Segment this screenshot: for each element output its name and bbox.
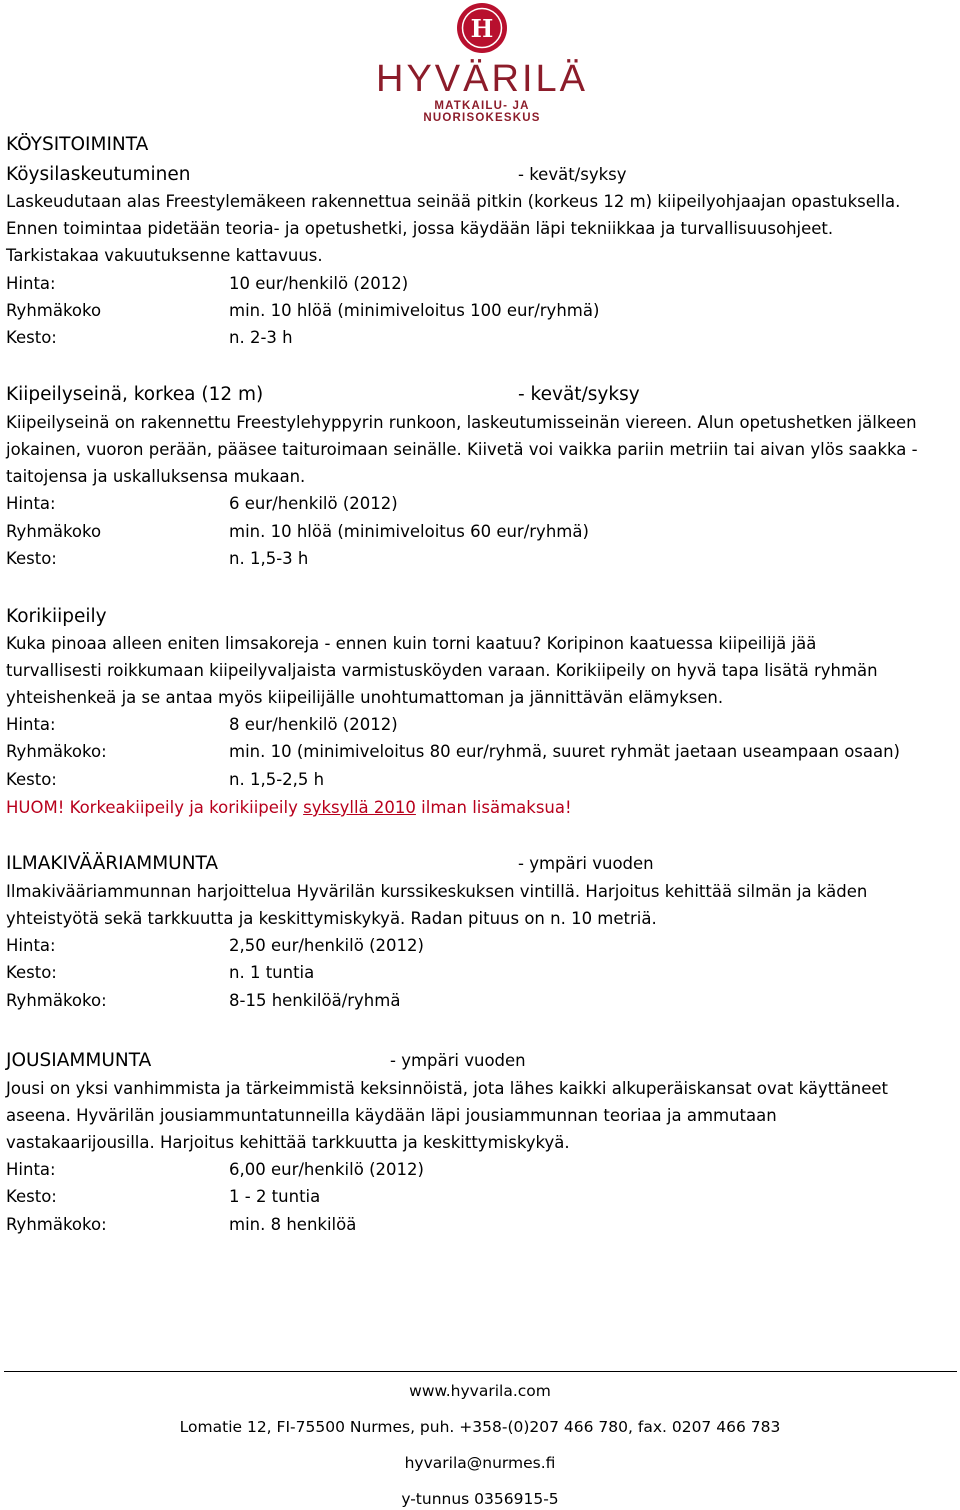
detail-value: 6,00 eur/henkilö (2012)	[229, 1160, 424, 1179]
detail-label: Kesto:	[6, 1187, 57, 1206]
logo-name: HYVÄRILÄ	[376, 58, 588, 100]
desc-line: jokainen, vuoron perään, pääsee taituroimaan seinälle. Kiivetä voi vaikka pariin metriin tai aivan ylös saakka -	[6, 440, 918, 459]
desc-line: Ilmakivääriammunnan harjoittelua Hyvärilän kurssikeskuksen vintillä. Harjoitus kehittää silmän ja käden	[6, 882, 868, 901]
footer-address: Lomatie 12, FI-75500 Nurmes, puh. +358-(0)207 466 780, fax. 0207 466 783	[179, 1418, 781, 1436]
detail-label: Ryhmäkoko:	[6, 742, 107, 761]
note-suffix: ilman lisämaksua!	[415, 798, 572, 817]
detail-label: Kesto:	[6, 963, 57, 982]
section-title-ilmakivaariammunta: ILMAKIVÄÄRIAMMUNTA	[6, 853, 219, 874]
note-prefix: HUOM! Korkeakiipeily ja korikiipeily	[6, 798, 304, 817]
desc-line: vastakaarijousilla. Harjoitus kehittää tarkkuutta ja keskittymiskykyä.	[6, 1133, 570, 1152]
activity-season: - kevät/syksy	[518, 165, 627, 184]
hyvarila-emblem-icon	[376, 0, 588, 58]
detail-label: Kesto:	[6, 549, 57, 568]
detail-value: 2,50 eur/henkilö (2012)	[229, 936, 424, 955]
footer-website[interactable]: www.hyvarila.com	[409, 1382, 551, 1400]
detail-label: Kesto:	[6, 770, 57, 789]
detail-value: n. 1,5-2,5 h	[229, 770, 325, 789]
detail-label: Hinta:	[6, 936, 56, 955]
detail-label: Hinta:	[6, 715, 56, 734]
detail-value: 1 - 2 tuntia	[229, 1187, 321, 1206]
desc-line: aseena. Hyvärilän jousiammuntatunneilla käydään läpi jousiammunnan teoriaa ja ammutaan	[6, 1106, 777, 1125]
hyvarila-logo	[376, 0, 588, 124]
detail-label: Ryhmäkoko:	[6, 991, 107, 1010]
detail-value: 6 eur/henkilö (2012)	[229, 494, 398, 513]
detail-label: Hinta:	[6, 274, 56, 293]
detail-label: Hinta:	[6, 1160, 56, 1179]
desc-line: Laskeudutaan alas Freestylemäkeen rakennettua seinää pitkin (korkeus 12 m) kiipeilyohjaajan opastuksella.	[6, 192, 901, 211]
footer-ytunnus: y-tunnus 0356915-5	[401, 1490, 559, 1508]
detail-label: Ryhmäkoko	[6, 301, 102, 320]
detail-value: min. 10 (minimiveloitus 80 eur/ryhmä, suuret ryhmät jaetaan useampaan osaan)	[229, 742, 900, 761]
activity-name-korikiipeily: Korikiipeily	[6, 606, 107, 627]
logo-subtitle: MATKAILU- JA NUORISOKESKUS	[423, 100, 541, 124]
detail-value: 8 eur/henkilö (2012)	[229, 715, 398, 734]
activity-season: - kevät/syksy	[518, 384, 640, 405]
section-title-jousiammunta: JOUSIAMMUNTA	[6, 1050, 152, 1071]
activity-name-kiipeilyseina: Kiipeilyseinä, korkea (12 m)	[6, 384, 264, 405]
detail-value: 8-15 henkilöä/ryhmä	[229, 991, 401, 1010]
desc-line: Kiipeilyseinä on rakennettu Freestylehyppyrin runkoon, laskeutumisseinän viereen. Alun opetushetken jälkeen	[6, 413, 917, 432]
detail-value: min. 8 henkilöä	[229, 1215, 357, 1234]
desc-line: turvallisesti roikkumaan kiipeilyvaljaista varmistusköyden varaan. Korikiipeily on hyvä tapa lisätä ryhmän	[6, 661, 878, 680]
desc-line: Tarkistakaa vakuutuksenne kattavuus.	[6, 246, 323, 265]
detail-label: Ryhmäkoko	[6, 522, 102, 541]
desc-line: yhteistyötä sekä tarkkuutta ja keskittymiskykyä. Radan pituus on n. 10 metriä.	[6, 909, 657, 928]
detail-value: min. 10 hlöä (minimiveloitus 100 eur/ryhmä)	[229, 301, 600, 320]
activity-name-koysilaskeutuminen: Köysilaskeutuminen	[6, 164, 191, 185]
detail-value: 10 eur/henkilö (2012)	[229, 274, 409, 293]
desc-line: Jousi on yksi vanhimmista ja tärkeimmistä keksinnöistä, jota lähes kaikki alkuperäiskansat ovat käyttäneet	[6, 1079, 889, 1098]
footer-divider	[4, 1371, 957, 1372]
emblem-letter: H	[470, 14, 494, 43]
detail-value: min. 10 hlöä (minimiveloitus 60 eur/ryhmä)	[229, 522, 589, 541]
activity-season: - ympäri vuoden	[390, 1051, 526, 1070]
desc-line: taitojensa ja uskalluksensa mukaan.	[6, 467, 306, 486]
section-title-koysitoiminta: KÖYSITOIMINTA	[6, 134, 149, 155]
detail-value: n. 2-3 h	[229, 328, 293, 347]
detail-value: n. 1 tuntia	[229, 963, 315, 982]
detail-value: n. 1,5-3 h	[229, 549, 309, 568]
detail-label: Kesto:	[6, 328, 57, 347]
detail-label: Hinta:	[6, 494, 56, 513]
desc-line: yhteishenkeä ja se antaa myös kiipeilijälle unohtumattoman ja jännittävän elämyksen.	[6, 688, 724, 707]
note-huom	[6, 794, 572, 821]
note-underlined: syksyllä 2010	[303, 798, 416, 817]
desc-line: Ennen toimintaa pidetään teoria- ja opetushetki, jossa käydään läpi tekniikkaa ja turvallisuusohjeet.	[6, 219, 834, 238]
activity-season: - ympäri vuoden	[518, 854, 654, 873]
desc-line: Kuka pinoaa alleen eniten limsakoreja - ennen kuin torni kaatuu? Koripinon kaatuessa kiipeilijä jää	[6, 634, 817, 653]
footer-email[interactable]: hyvarila@nurmes.fi	[404, 1454, 556, 1472]
detail-label: Ryhmäkoko:	[6, 1215, 107, 1234]
